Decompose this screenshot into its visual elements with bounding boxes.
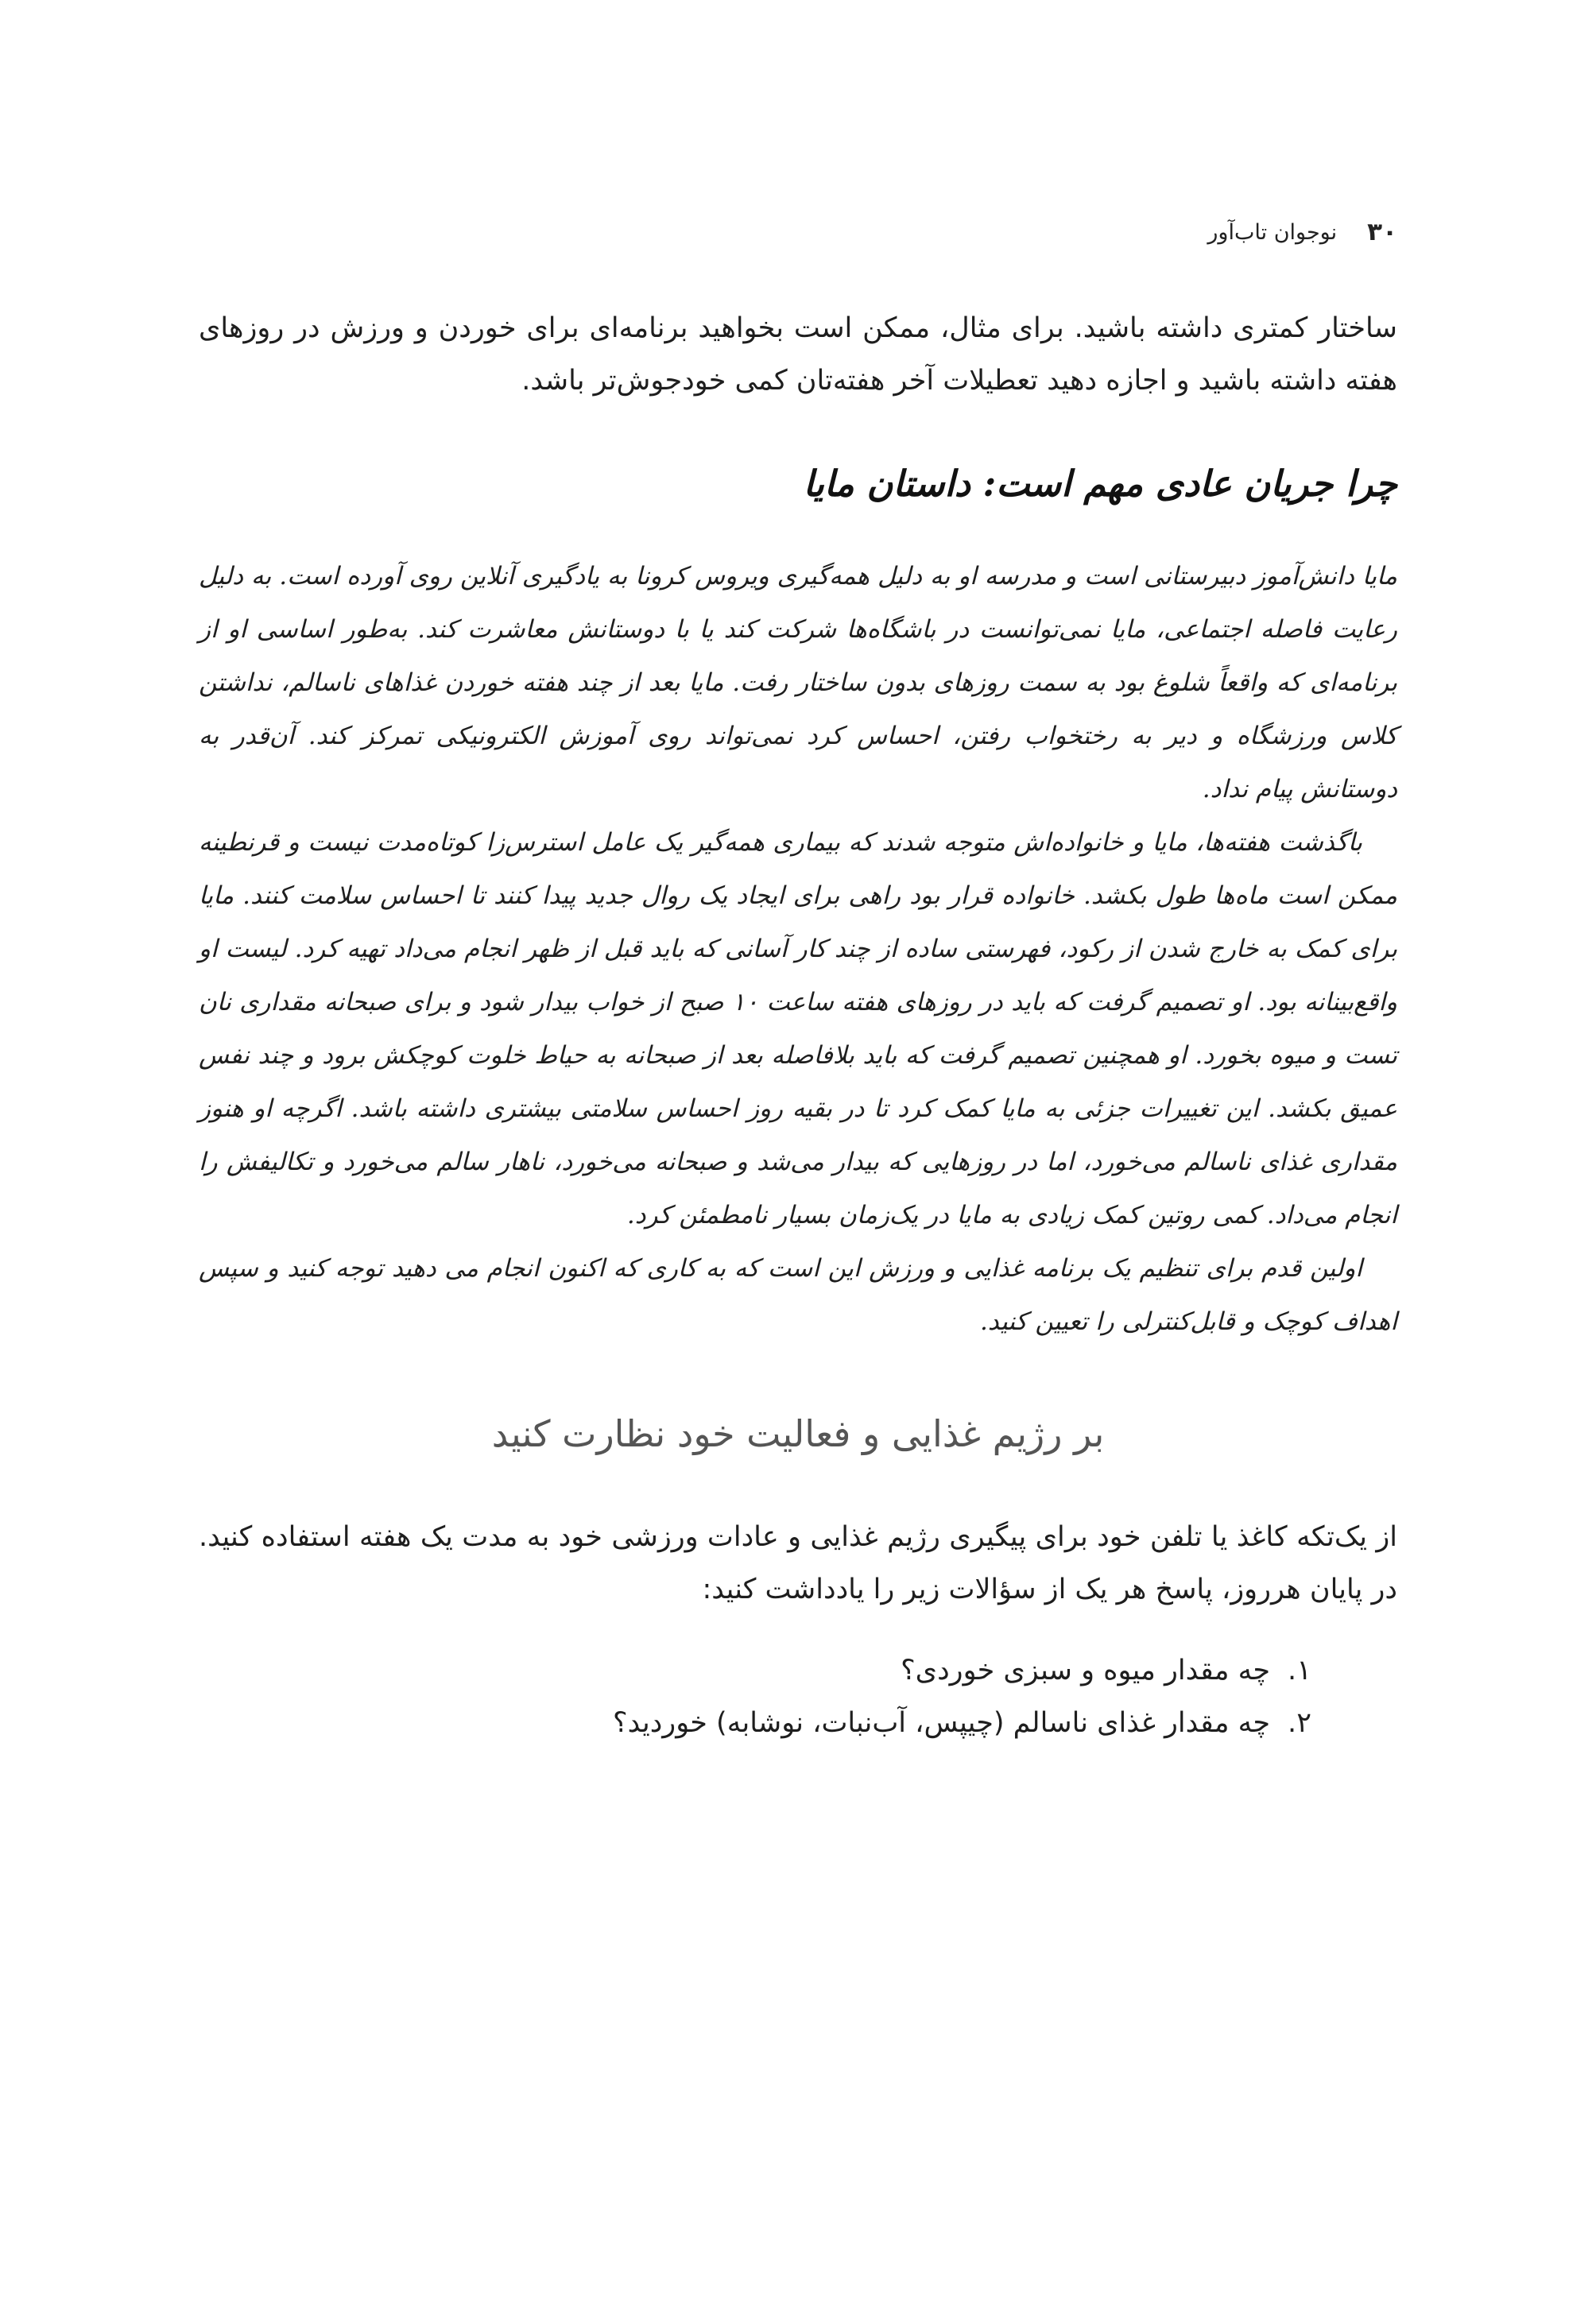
story-paragraph-3: اولین قدم برای تنظیم یک برنامه غذایی و ورزش این است که به کاری که اکنون انجام می دهید توجه کنید و سپس اهداف کوچک و قابل‌کنترلی را تعیین کنید.	[199, 1254, 1397, 1336]
story-paragraph-2: باگذشت هفته‌ها، مایا و خانواده‌اش متوجه شدند که بیماری همه‌گیر یک عامل استرس‌زا کوتاه‌مدت نیست و قرنطینه ممکن است ماه‌ها طول بکشد. خانواده قرار بود راهی برای ایجاد یک روال جدید پیدا کنند تا احساس سلامت کنند. مایا برای کمک به خارج شدن از رکود، فهرستی ساده از چند کار آسانی که باید قبل از ظهر انجام می‌داد تهیه کرد. لیست او واقع‌بینانه بود. او تصمیم گرفت که باید در روزهای هفته ساعت ۱۰ صبح از خواب بیدار شود و برای صبحانه مقداری نان تست و میوه بخورد. او همچنین تصمیم گرفت که باید بلافاصله بعد از صبحانه به حیاط خلوت کوچکش برود و چند نفس عمیق بکشد. این تغییرات جزئی به مایا کمک کرد تا در بقیه روز احساس سلامتی بیشتری داشته باشد. اگرچه او هنوز مقداری غذای ناسالم می‌خورد، اما در روزهایی که بیدار می‌شد و صبحانه می‌خورد، ناهار سالم می‌خورد و تکالیفش را انجام می‌داد. کمی روتین کمک زیادی به مایا در یک‌زمان بسیار نامطمئن کرد.	[199, 828, 1397, 1229]
story-paragraph-1: مایا دانش‌آموز دبیرستانی است و مدرسه او به دلیل همه‌گیری ویروس کرونا به یادگیری آنلاین روی آورده است. به دلیل رعایت فاصله اجتماعی، مایا نمی‌توانست در باشگاه‌ها شرکت کند یا با دوستانش معاشرت کند. به‌طور اساسی او از برنامه‌ای که واقعاً شلوغ بود به سمت روزهای بدون ساختار رفت. مایا بعد از چند هفته خوردن غذاهای ناسالم، نداشتن کلاس ورزشگاه و دیر به رختخواب رفتن، احساس کرد نمی‌تواند روی آموزش الکترونیکی تمرکز کند. آن‌قدر به دوستانش پیام نداد.	[199, 562, 1397, 803]
list-item	[199, 1697, 1311, 1749]
list-item-number: ۲.	[1288, 1707, 1311, 1739]
page-content	[199, 302, 1397, 1749]
intro-paragraph: ساختار کمتری داشته باشید. برای مثال، ممکن است بخواهید برنامه‌ای برای خوردن و ورزش در روزهای هفته داشته باشید و اجازه دهید تعطیلات آخر هفته‌تان کمی خودجوش‌تر باشد.	[199, 312, 1397, 397]
story-heading: چرا جریان عادی مهم است: داستان مایا	[803, 463, 1397, 505]
question-list	[199, 1644, 1397, 1749]
list-item	[199, 1644, 1311, 1697]
section-paragraph: از یک‌تکه کاغذ یا تلفن خود برای پیگیری رژیم غذایی و عادات ورزشی خود به مدت یک هفته استفاده کنید. در پایان هرروز، پاسخ هر یک از سؤالات زیر را یادداشت کنید:	[199, 1521, 1397, 1605]
section-heading: بر رژیم غذایی و فعالیت خود نظارت کنید	[491, 1412, 1105, 1455]
page-number: ۳۰	[1367, 218, 1397, 246]
running-head	[199, 208, 1397, 256]
book-title: نوجوان تاب‌آور	[1207, 219, 1338, 245]
list-item-number: ۱.	[1288, 1655, 1311, 1686]
list-item-text: چه مقدار غذای ناسالم (چیپس، آب‌نبات، نوشابه) خوردید؟	[613, 1707, 1270, 1739]
list-item-text: چه مقدار میوه و سبزی خوردی؟	[901, 1655, 1270, 1686]
